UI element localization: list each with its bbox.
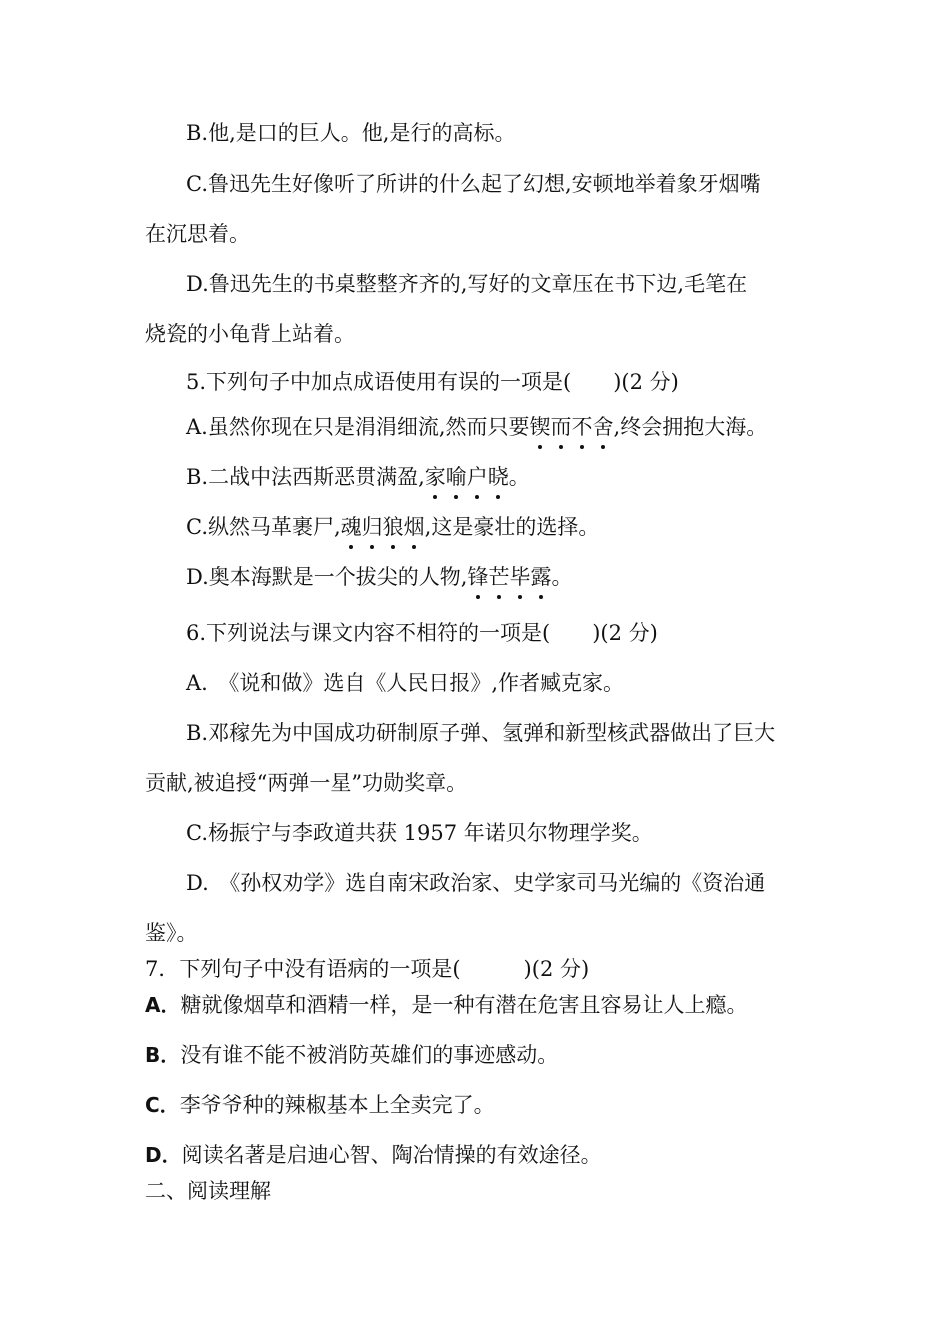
q4-option-c-line2: 在沉思着。 <box>145 222 250 246</box>
q5-a-dotted-char: 不 <box>572 412 593 442</box>
q5-option-a-before: A.虽然你现在只是涓涓细流,然而只要 <box>186 415 530 439</box>
q7-option-b-label: B． <box>145 1043 181 1067</box>
q7-option-a-text: 糖就像烟草和酒精一样，是一种有潜在危害且容易让人上瘾。 <box>180 993 748 1017</box>
q5-d-dotted-char: 芒 <box>488 562 509 592</box>
q7-option-c <box>145 1090 495 1120</box>
q6-stem: 6.下列说法与课文内容不相符的一项是( )(2 分) <box>186 621 658 645</box>
q7-option-d-text: 阅读名著是启迪心智、陶冶情操的有效途径。 <box>181 1143 602 1167</box>
q7-option-d <box>145 1140 602 1170</box>
q7-option-a-label: A． <box>145 993 181 1017</box>
q5-b-dotted-char: 晓 <box>488 462 509 492</box>
q5-stem: 5.下列句子中加点成语使用有误的一项是( )(2 分) <box>186 370 679 394</box>
q5-d-dotted-char: 露 <box>530 562 551 592</box>
q6-option-d-line1: D. 《孙权劝学》选自南宋政治家、史学家司马光编的《资治通 <box>186 871 766 895</box>
q5-option-b-dotted <box>425 465 509 489</box>
q7-option-c-text: 李爷爷种的辣椒基本上全卖完了。 <box>179 1093 495 1117</box>
q6-option-d-line2: 鉴》。 <box>145 921 198 945</box>
q6-option-b-line2: 贡献,被追授“两弹一星”功勋奖章。 <box>145 771 468 795</box>
q5-option-d-dotted <box>467 565 551 589</box>
q5-c-dotted-char: 归 <box>362 512 383 542</box>
q5-option-c-dotted <box>341 515 425 539</box>
q4-option-d-line2: 烧瓷的小龟背上站着。 <box>145 322 355 346</box>
q4-option-b: B.他,是口的巨人。他,是行的高标。 <box>186 121 516 145</box>
q5-option-b <box>186 462 530 492</box>
q5-option-c <box>186 512 599 542</box>
q5-option-a <box>186 412 767 442</box>
q5-option-d <box>186 562 572 592</box>
q6-option-c: C.杨振宁与李政道共获 1957 年诺贝尔物理学奖。 <box>186 821 653 845</box>
q5-b-dotted-char: 家 <box>425 462 446 492</box>
q7-option-b-text: 没有谁不能不被消防英雄们的事迹感动。 <box>180 1043 559 1067</box>
q5-b-dotted-char: 喻 <box>446 462 467 492</box>
q7-option-a <box>145 990 747 1020</box>
q5-a-dotted-char: 而 <box>551 412 572 442</box>
q5-a-dotted-char: 锲 <box>530 412 551 442</box>
q5-c-dotted-char: 烟 <box>404 512 425 542</box>
q6-option-a: A. 《说和做》选自《人民日报》,作者臧克家。 <box>186 671 625 695</box>
q5-c-dotted-char: 狼 <box>383 512 404 542</box>
q5-option-b-after: 。 <box>508 465 530 489</box>
q5-c-dotted-char: 魂 <box>341 512 362 542</box>
q5-d-dotted-char: 锋 <box>467 562 488 592</box>
q5-option-a-dotted <box>530 415 614 439</box>
q5-b-dotted-char: 户 <box>467 462 488 492</box>
q6-option-b-line1: B.邓稼先为中国成功研制原子弹、氢弹和新型核武器做出了巨大 <box>186 721 776 745</box>
q5-option-b-before: B.二战中法西斯恶贯满盈, <box>186 465 425 489</box>
q5-option-d-before: D.奥本海默是一个拔尖的人物, <box>186 565 468 589</box>
q7-option-c-label: C． <box>145 1093 180 1117</box>
q7-option-d-label: D． <box>145 1143 182 1167</box>
q5-a-dotted-char: 舍 <box>593 412 614 442</box>
q5-option-c-after: ,这是豪壮的选择。 <box>424 515 600 539</box>
q7-stem: 7．下列句子中没有语病的一项是( )(2 分) <box>145 957 590 981</box>
q5-option-d-after: 。 <box>551 565 573 589</box>
q4-option-d-line1: D.鲁迅先生的书桌整整齐齐的,写好的文章压在书下边,毛笔在 <box>186 272 748 296</box>
q5-d-dotted-char: 毕 <box>509 562 530 592</box>
section-title: 二、阅读理解 <box>145 1179 271 1203</box>
q4-option-c-line1: C.鲁迅先生好像听了所讲的什么起了幻想,安顿地举着象牙烟嘴 <box>186 172 761 196</box>
q7-option-b <box>145 1040 558 1070</box>
q5-option-a-after: ,终会拥抱大海。 <box>613 415 768 439</box>
q5-option-c-before: C.纵然马革裹尸, <box>186 515 341 539</box>
